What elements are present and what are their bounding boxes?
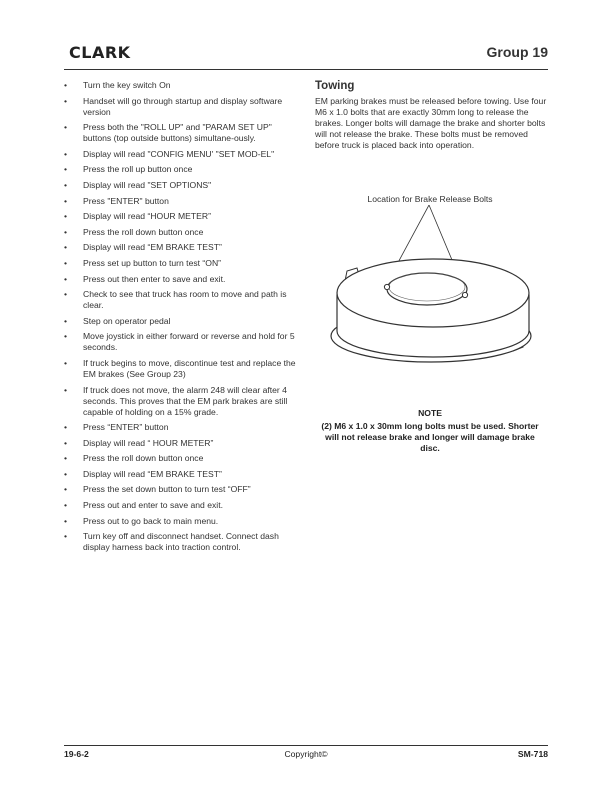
procedure-step: • Display will read “HOUR METER” <box>64 211 300 222</box>
procedure-step: • Press out and enter to save and exit. <box>64 500 300 511</box>
figure-caption: Location for Brake Release Bolts <box>367 194 493 204</box>
clark-logo <box>69 44 131 65</box>
header-rule <box>64 69 548 70</box>
procedure-step: • Turn key off and disconnect handset. Connect dash display harness back into traction control. <box>64 531 300 553</box>
procedure-step: • Move joystick in either forward or reverse and hold for 5 seconds. <box>64 331 300 353</box>
note-box <box>315 408 545 454</box>
footer-rule <box>64 745 548 746</box>
procedure-step: • Display will read "CONFIG MENU' "SET MOD-EL" <box>64 149 300 160</box>
procedure-step: • Press “ENTER” button <box>64 422 300 433</box>
procedure-step: • Handset will go through startup and display software version <box>64 96 300 118</box>
svg-text:CLARK: CLARK <box>69 44 131 60</box>
procedure-step: • Press "ENTER" button <box>64 196 300 207</box>
towing-heading: Towing <box>315 80 355 92</box>
procedure-step: • If truck does not move, the alarm 248 will clear after 4 seconds. This proves that the EM park brakes are still capable of holding on a 15% grade. <box>64 385 300 418</box>
bolt-hole <box>384 284 389 289</box>
procedure-step: • Press both the "ROLL UP" and "PARAM SET UP" buttons (top outside buttons) simultane-ously. <box>64 122 300 144</box>
procedure-step: • Press the set down button to turn test “OFF” <box>64 484 300 495</box>
procedure-step: • Display will read “EM BRAKE TEST” <box>64 242 300 253</box>
procedure-step: • Display will read "SET OPTIONS" <box>64 180 300 191</box>
procedure-step: • Press out to go back to main menu. <box>64 516 300 527</box>
procedure-step: • Press set up button to turn test “ON” <box>64 258 300 269</box>
procedure-step: • If truck begins to move, discontinue test and replace the EM brakes (See Group 23) <box>64 358 300 380</box>
procedure-list <box>64 80 300 558</box>
procedure-step: • Display will read “ HOUR METER” <box>64 438 300 449</box>
brake-illustration <box>315 205 545 375</box>
copyright: Copyright© <box>284 749 328 759</box>
note-text: (2) M6 x 1.0 x 30mm long bolts must be used. Shorter will not release brake and longer will damage brake disc. <box>321 421 539 453</box>
procedure-step: • Step on operator pedal <box>64 316 300 327</box>
page-number: 19-6-2 <box>64 749 89 759</box>
procedure-step: • Check to see that truck has room to move and path is clear. <box>64 289 300 311</box>
procedure-step: • Press out then enter to save and exit. <box>64 274 300 285</box>
procedure-step: • Press the roll down button once <box>64 227 300 238</box>
group-title: Group 19 <box>486 44 548 60</box>
bolt-hole <box>462 292 467 297</box>
towing-section <box>315 80 551 151</box>
procedure-step: • Turn the key switch On <box>64 80 300 91</box>
procedure-step: • Press the roll up button once <box>64 164 300 175</box>
procedure-step: • Display will read “EM BRAKE TEST” <box>64 469 300 480</box>
note-title: NOTE <box>418 408 442 418</box>
towing-paragraph: EM parking brakes must be released before towing. Use four M6 x 1.0 bolts that are exactly 30mm long to release the brakes. Longer bolts will damage the brake and shorter bolts will not release the brake. These bolts must be removed before truck is placed back into operation. <box>315 96 547 150</box>
manual-code: SM-718 <box>517 749 548 759</box>
procedure-step: • Press the roll down button once <box>64 453 300 464</box>
